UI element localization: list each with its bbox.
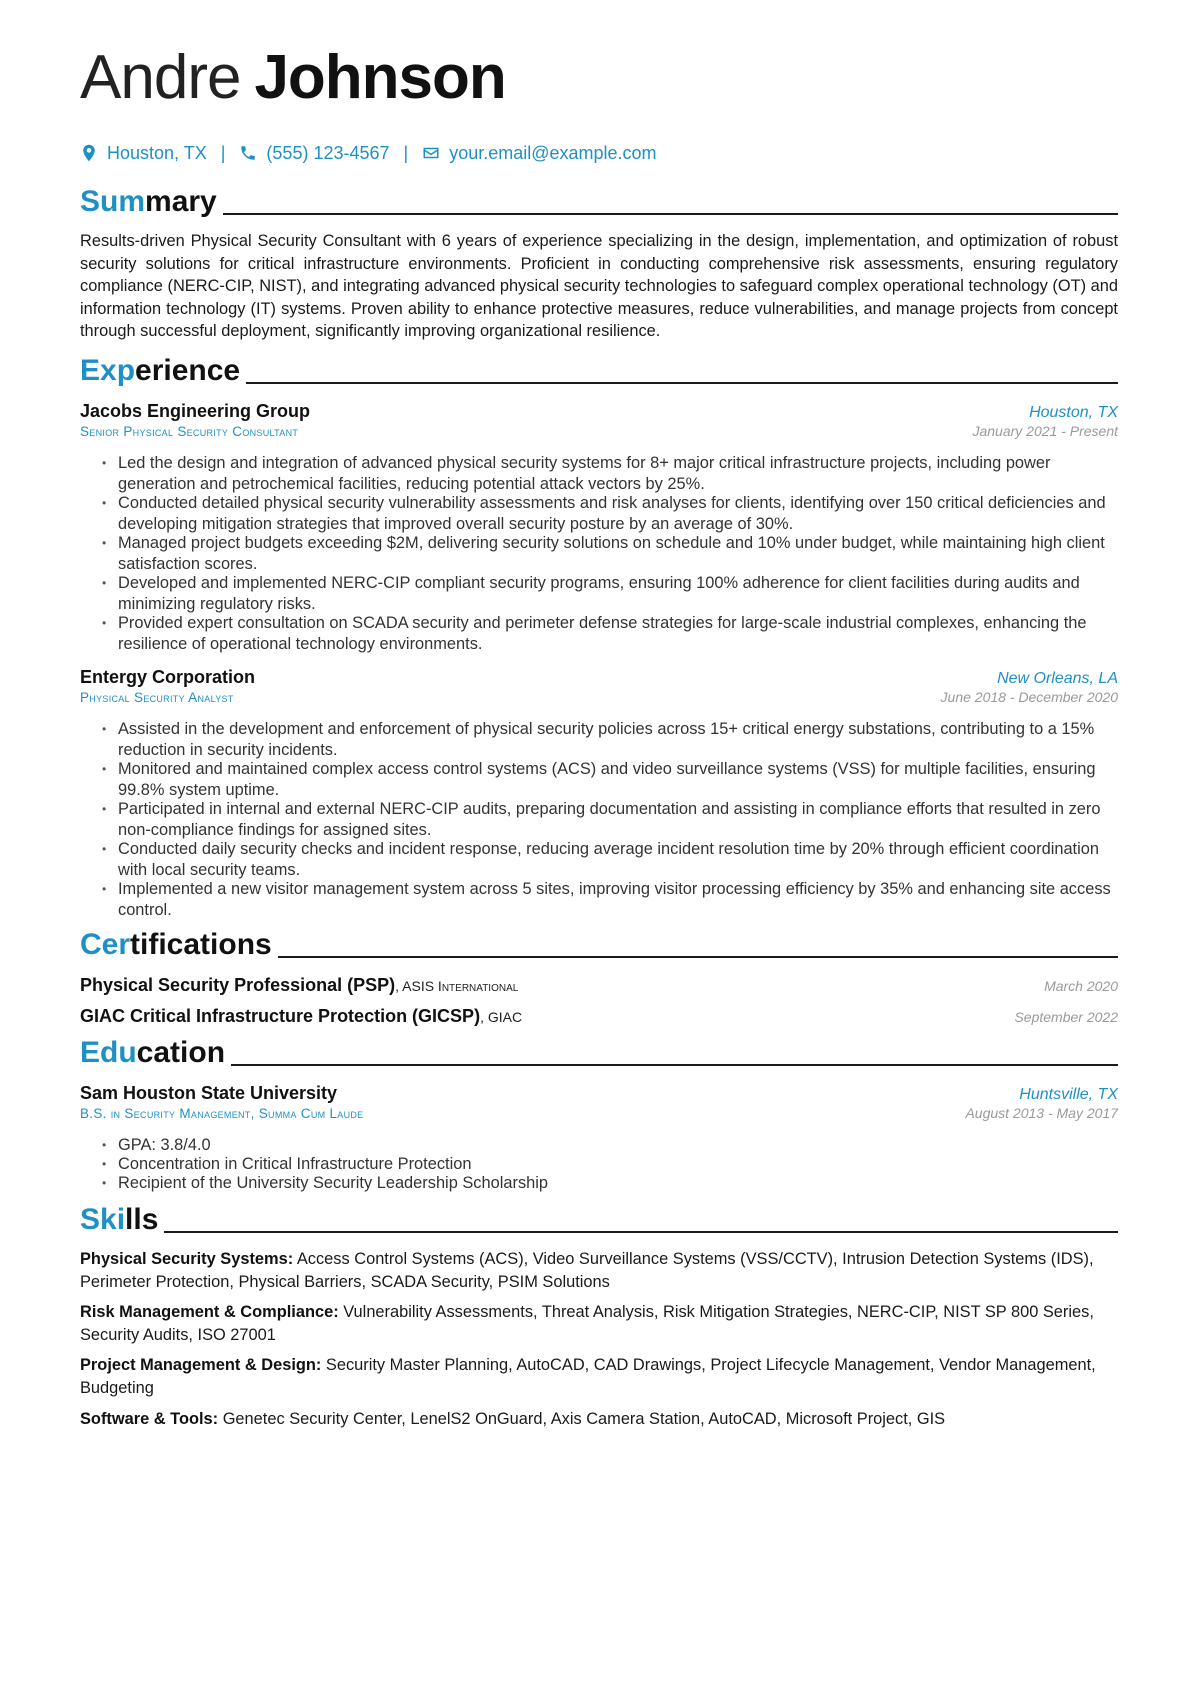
list-item: • Recipient of the University Security Leadership Scholarship	[104, 1173, 1118, 1194]
skill-label: Project Management & Design:	[80, 1356, 322, 1375]
contact-email[interactable]	[422, 143, 656, 164]
first-name: Andre	[80, 43, 241, 112]
skill-group	[80, 1354, 1118, 1399]
skill-group	[80, 1408, 1118, 1431]
map-pin-icon	[80, 144, 98, 162]
skill-label: Software & Tools:	[80, 1409, 219, 1428]
skill-group	[80, 1248, 1118, 1293]
section-rule	[278, 956, 1118, 958]
company-name: Jacobs Engineering Group	[80, 400, 311, 421]
section-education-heading	[80, 1035, 1118, 1071]
section-skills-heading	[80, 1202, 1118, 1238]
phone-text: (555) 123-4567	[266, 142, 390, 163]
skill-items: Access Control Systems (ACS), Video Surveillance Systems (VSS/CCTV), Intrusion Detection Systems (IDS), Perimeter Protection, Physical Barriers, SCADA Security, PSIM Solutions	[80, 1249, 1094, 1291]
section-experience-heading	[80, 353, 1118, 389]
skill-items: Security Master Planning, AutoCAD, CAD Drawings, Project Lifecycle Management, Vendor Management, Budgeting	[80, 1356, 1096, 1397]
certification-item: Physical Security Professional (PSP), ASIS International March 2020	[80, 974, 1118, 995]
section-rule	[246, 382, 1118, 384]
contact-location	[80, 143, 207, 164]
phone-icon	[239, 144, 257, 162]
candidate-name	[80, 40, 1118, 116]
job-bullets	[104, 453, 1118, 655]
list-item: • Conducted detailed physical security vulnerability assessments and risk analyses for clients, identifying over 150 critical deficiencies and developing mitigation strategies that improved overall security posture by an average of 30%.	[104, 493, 1118, 535]
list-item: • Conducted daily security checks and incident response, reducing average incident resolution time by 20% through efficient coordination with local security teams.	[104, 839, 1118, 881]
skill-label: Physical Security Systems:	[80, 1249, 294, 1268]
list-item: • GPA: 3.8/4.0	[104, 1135, 1118, 1156]
job-bullets	[104, 719, 1118, 921]
skill-items: Vulnerability Assessments, Threat Analysis, Risk Mitigation Strategies, NERC-CIP, NIST SP 800 Series, Security Audits, ISO 27001	[80, 1303, 1094, 1344]
list-item: • Participated in internal and external NERC-CIP audits, preparing documentation and assisting in compliance efforts that resulted in zero non-compliance findings for assigned sites.	[104, 799, 1118, 841]
job-title: Physical Security Analyst	[80, 689, 234, 705]
section-certifications-heading	[80, 927, 1118, 963]
section-title: Certifications	[80, 927, 272, 961]
certification-name: Physical Security Professional (PSP)	[80, 974, 396, 995]
section-title: Education	[80, 1035, 226, 1069]
section-rule	[231, 1064, 1118, 1066]
certification-issuer: ASIS International	[402, 977, 519, 994]
list-item: • Concentration in Critical Infrastructure Protection	[104, 1154, 1118, 1175]
company-name: Entergy Corporation	[80, 666, 256, 687]
summary-text: Results-driven Physical Security Consultant with 6 years of experience specializing in the design, implementation, and optimization of robust security solutions for critical infrastructure environments. Proficient in conducting comprehensive risk assessments, ensuring regulatory compliance (NERC-CIP, NIST), and integrating advanced physical security technologies to safeguard complex operational technology (OT) and information technology (IT) systems. Proven ability to enhance protective measures, reduce vulnerabilities, and manage projects from concept through successful deployment, significantly improving organizational resilience.	[80, 232, 1118, 341]
education-entry	[80, 1083, 1118, 1194]
list-item: • Developed and implemented NERC-CIP compliant security programs, ensuring 100% adherence for client facilities during audits and minimizing regulatory risks.	[104, 573, 1118, 615]
section-summary-heading	[80, 184, 1118, 220]
school-location: Huntsville, TX	[1019, 1085, 1118, 1103]
list-item: • Provided expert consultation on SCADA security and perimeter defense strategies for large-scale industrial complexes, enhancing the resilience of operational technology environments.	[104, 613, 1118, 655]
list-item: • Monitored and maintained complex access control systems (ACS) and video surveillance systems (VSS) for multiple facilities, ensuring 99.8% system uptime.	[104, 759, 1118, 801]
skill-label: Risk Management & Compliance:	[80, 1303, 339, 1322]
email-link[interactable]: your.email@example.com	[449, 142, 657, 163]
job-location: Houston, TX	[1029, 403, 1118, 421]
section-rule	[164, 1231, 1118, 1233]
job-dates: June 2018 - December 2020	[940, 688, 1118, 705]
skill-group	[80, 1301, 1118, 1346]
contact-separator: |	[403, 142, 409, 163]
section-title: Skills	[80, 1202, 159, 1236]
contact-phone	[239, 143, 389, 164]
certification-name: GIAC Critical Infrastructure Protection (GICSP)	[80, 1005, 481, 1026]
envelope-icon	[422, 144, 440, 162]
location-text: Houston, TX	[107, 142, 207, 163]
degree: B.S. in Security Management, Summa Cum Laude	[80, 1105, 364, 1121]
list-item: • Assisted in the development and enforcement of physical security policies across 15+ critical energy substations, contributing to a 15% reduction in security incidents.	[104, 719, 1118, 761]
school-name: Sam Houston State University	[80, 1082, 338, 1103]
education-dates: August 2013 - May 2017	[965, 1104, 1118, 1121]
certification-issuer: GIAC	[487, 1008, 523, 1025]
job-location: New Orleans, LA	[997, 669, 1118, 687]
section-title: Summary	[80, 185, 217, 218]
list-item: • Led the design and integration of advanced physical security systems for 8+ major critical infrastructure projects, including power generation and petrochemical facilities, reducing potential attack vectors by 25%.	[104, 453, 1118, 495]
certification-date: September 2022	[1014, 1008, 1118, 1025]
job-entry	[80, 401, 1118, 655]
job-dates: January 2021 - Present	[972, 422, 1118, 439]
section-rule	[223, 213, 1118, 215]
contact-bar	[80, 142, 1118, 164]
contact-separator: |	[220, 142, 226, 163]
list-item: • Implemented a new visitor management system across 5 sites, improving visitor processing efficiency by 35% and enhancing site access control.	[104, 879, 1118, 921]
list-item: • Managed project budgets exceeding $2M, delivering security solutions on schedule and 10% under budget, while maintaining high client satisfaction scores.	[104, 533, 1118, 575]
education-bullets	[104, 1135, 1118, 1194]
certification-date: March 2020	[1044, 977, 1118, 994]
certification-item: GIAC Critical Infrastructure Protection (GICSP), GIAC September 2022	[80, 1005, 1118, 1026]
job-title: Senior Physical Security Consultant	[80, 423, 299, 439]
skill-items: Genetec Security Center, LenelS2 OnGuard, Axis Camera Station, AutoCAD, Microsoft Project, GIS	[222, 1409, 946, 1428]
job-entry	[80, 667, 1118, 921]
last-name: Johnson	[254, 43, 506, 112]
section-title: Experience	[80, 353, 241, 387]
